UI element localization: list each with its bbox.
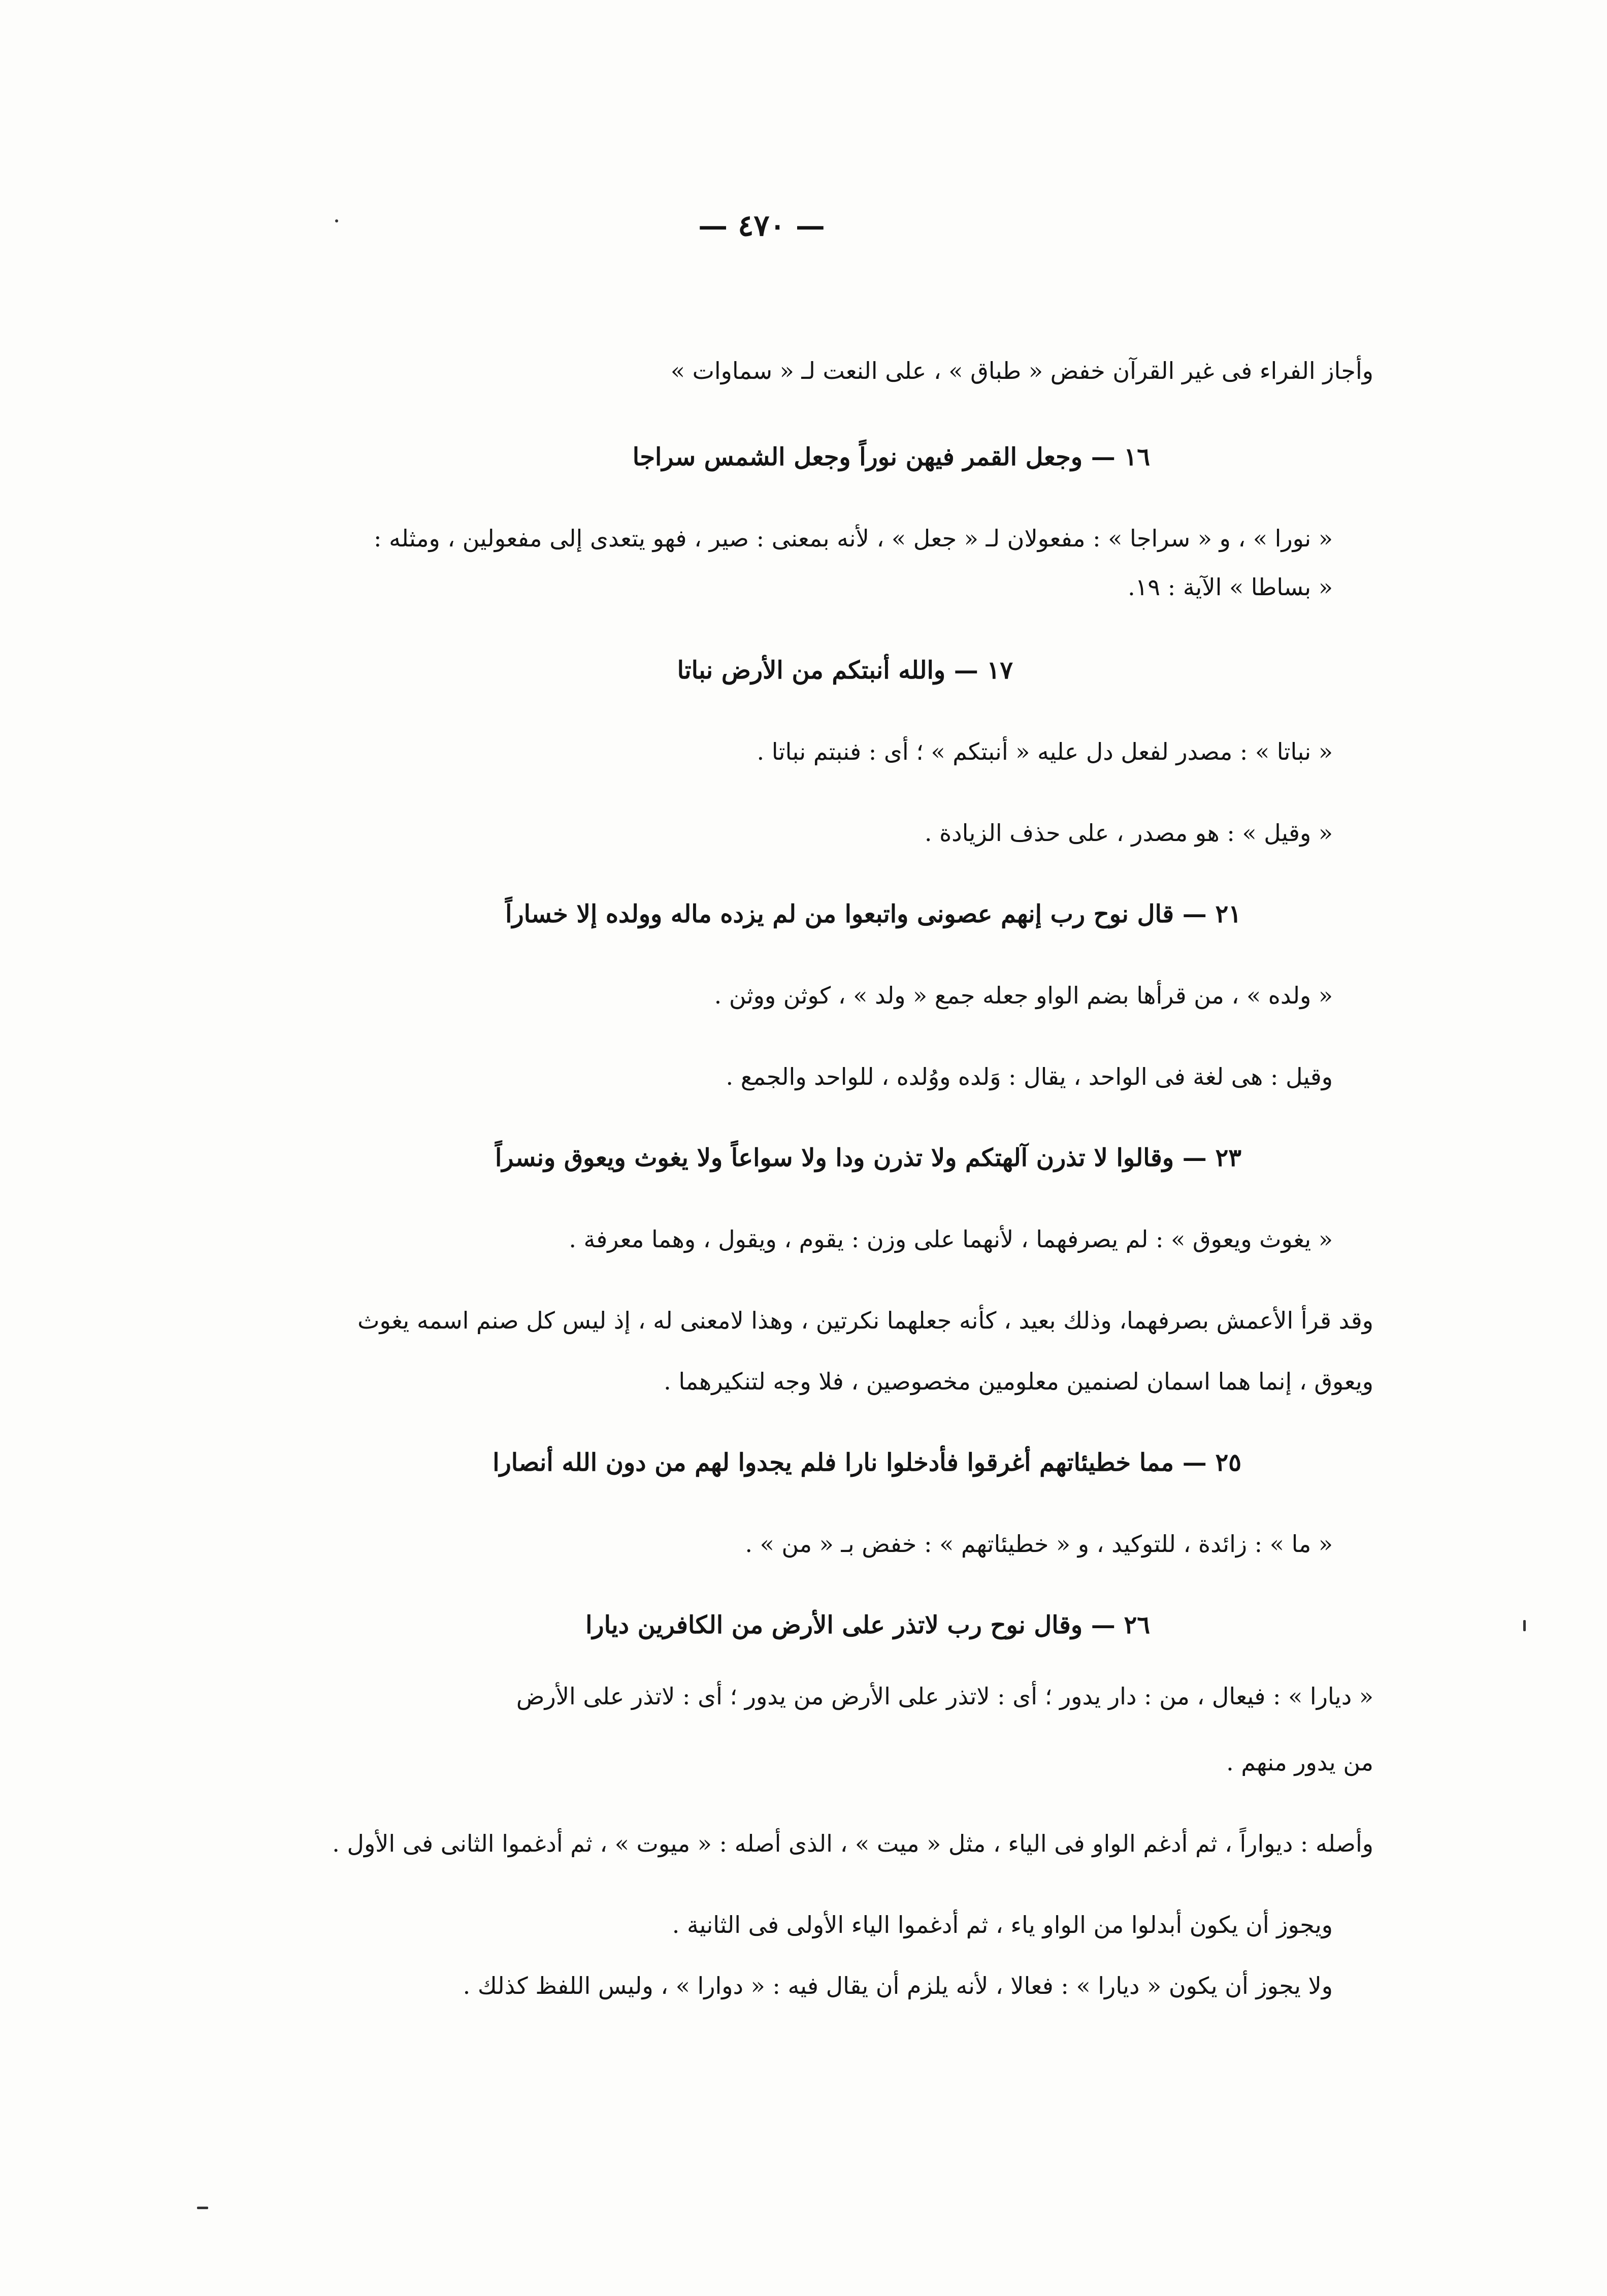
text-line: « ديارا » : فيعال ، من : دار يدور ؛ أى : لاتذر على الأرض من يدور ؛ أى : لاتذر على الأرض <box>516 1683 1373 1710</box>
verse-line: ٢٣ — وقالوا لا تذرن آلهتكم ولا تذرن ودا ولا سواعاً ولا يغوث ويعوق ونسراً <box>495 1144 1241 1172</box>
text-line: « بساطا » الآية : ١٩. <box>1128 573 1333 601</box>
text-line: « نباتا » : مصدر لفعل دل عليه « أنبتكم » ؛ أى : فنبتم نباتا . <box>757 738 1333 765</box>
verse-line: ٢٥ — مما خطيئاتهم أغرقوا فأدخلوا نارا فلم يجدوا لهم من دون الله أنصارا <box>493 1448 1241 1477</box>
text-line: « ولده » ، من قرأها بضم الواو جعله جمع « ولد » ، كوثن ووثن . <box>714 982 1333 1009</box>
verse-line: ١٦ — وجعل القمر فيهن نوراً وجعل الشمس سراجا <box>632 443 1150 471</box>
text-line: ويجوز أن يكون أبدلوا من الواو ياء ، ثم أدغموا الياء الأولى فى الثانية . <box>672 1911 1333 1938</box>
text-line: وأجاز الفراء فى غير القرآن خفض « طباق » ، على النعت لـ « سماوات » <box>670 357 1373 384</box>
text-line: « نورا » ، و « سراجا » : مفعولان لـ « جعل » ، لأنه بمعنى : صير ، فهو يتعدى إلى مفعولين ، ومثله : <box>373 525 1333 552</box>
page-speck-right <box>1523 1620 1526 1631</box>
text-line: وقد قرأ الأعمش بصرفهما، وذلك بعيد ، كأنه جعلهما نكرتين ، وهذا لامعنى له ، إذ ليس كل صنم اسمه يغوث <box>357 1307 1373 1334</box>
text-line: « يغوث ويعوق » : لم يصرفهما ، لأنهما على وزن : يقوم ، ويقول ، وهما معرفة . <box>569 1225 1333 1253</box>
page-speck-top <box>335 219 338 222</box>
verse-line: ٢١ — قال نوح رب إنهم عصونى واتبعوا من لم يزده ماله وولده إلا خساراً <box>505 900 1241 928</box>
text-line: « ما » : زائدة ، للتوكيد ، و « خطيئاتهم » : خفض بـ « من » . <box>745 1530 1333 1558</box>
text-line: وقيل : هى لغة فى الواحد ، يقال : وَلده ووُلده ، للواحد والجمع . <box>726 1063 1333 1090</box>
text-line: من يدور منهم . <box>1226 1749 1373 1776</box>
text-line: ولا يجوز أن يكون « ديارا » : فعالا ، لأنه يلزم أن يقال فيه : « دوارا » ، وليس اللفظ كذلك . <box>463 1972 1333 1999</box>
text-line: ويعوق ، إنما هما اسمان لصنمين معلومين مخصوصين ، فلا وجه لتنكيرهما . <box>664 1368 1373 1395</box>
page-speck-bottom <box>197 2207 208 2209</box>
verse-line: ١٧ — والله أنبتكم من الأرض نباتا <box>677 656 1013 685</box>
page-number: — ٤٧٠ — <box>698 208 825 243</box>
text-line: « وقيل » : هو مصدر ، على حذف الزيادة . <box>924 819 1333 847</box>
verse-line: ٢٦ — وقال نوح رب لاتذر على الأرض من الكافرين ديارا <box>585 1611 1150 1639</box>
text-line: وأصله : ديواراً ، ثم أدغم الواو فى الياء ، مثل « ميت » ، الذى أصله : « ميوت » ، ثم أدغموا الثانى فى الأول . <box>332 1830 1373 1857</box>
